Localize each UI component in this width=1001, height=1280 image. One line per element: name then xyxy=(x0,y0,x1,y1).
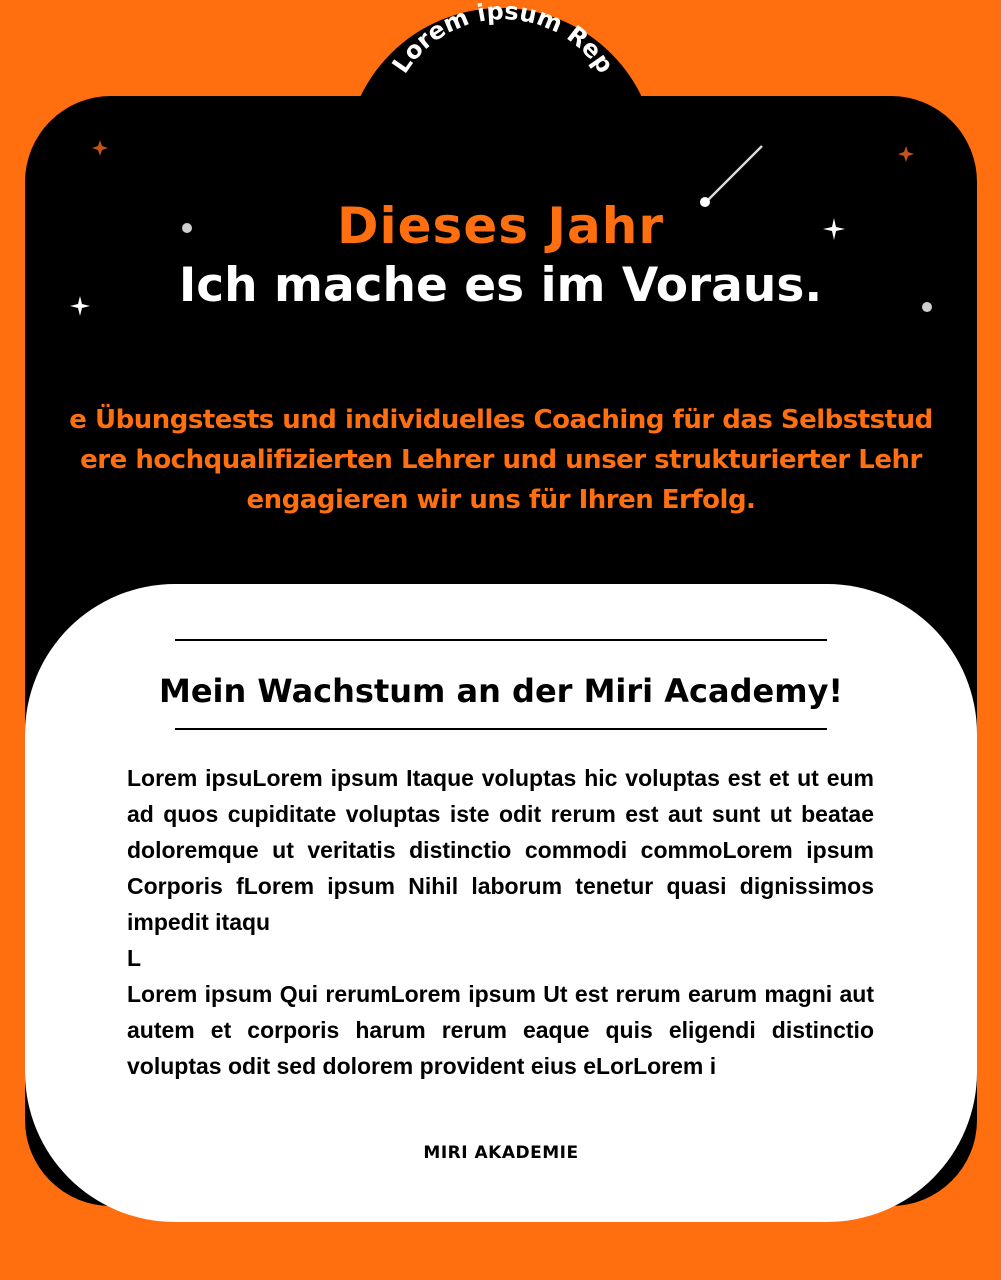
tagline-line: engagieren wir uns für Ihren Erfolg. xyxy=(246,485,756,515)
section-title: Mein Wachstum an der Miri Academy! xyxy=(158,672,844,710)
tagline-line: e Übungstests und individuelles Coaching für das Selbststud xyxy=(69,405,933,435)
star-icon xyxy=(92,140,108,156)
body-text xyxy=(127,760,874,1084)
badge-text-path: Lorem ipsum Rep xyxy=(386,0,620,79)
headline-orange: Dieses Jahr xyxy=(337,197,664,255)
tagline xyxy=(25,400,977,530)
bottom-divider xyxy=(175,728,827,730)
star-icon xyxy=(898,146,914,162)
body-paragraph: L xyxy=(127,945,142,971)
headline-white: Ich mache es im Voraus. xyxy=(178,258,823,313)
top-divider xyxy=(175,639,827,641)
tagline-line: ere hochqualifizierten Lehrer und unser strukturierter Lehr xyxy=(80,445,922,475)
footer-brand: MIRI AKADEMIE xyxy=(423,1143,579,1163)
body-paragraph: Lorem ipsuLorem ipsum Itaque voluptas hic voluptas est et ut eum ad quos cupiditate voluptas iste odit rerum est aut sunt ut beatae doloremque ut veritatis distinctio commodi commoLorem ipsum Corporis fLorem ipsum Nihil laborum tenetur quasi dignissimos impedit itaqu xyxy=(127,765,874,935)
body-paragraph: Lorem ipsum Qui rerumLorem ipsum Ut est rerum earum magni aut autem et corporis harum rerum eaque quis eligendi distinctio voluptas odit sed dolorem provident eius eLorLorem i xyxy=(127,981,874,1079)
